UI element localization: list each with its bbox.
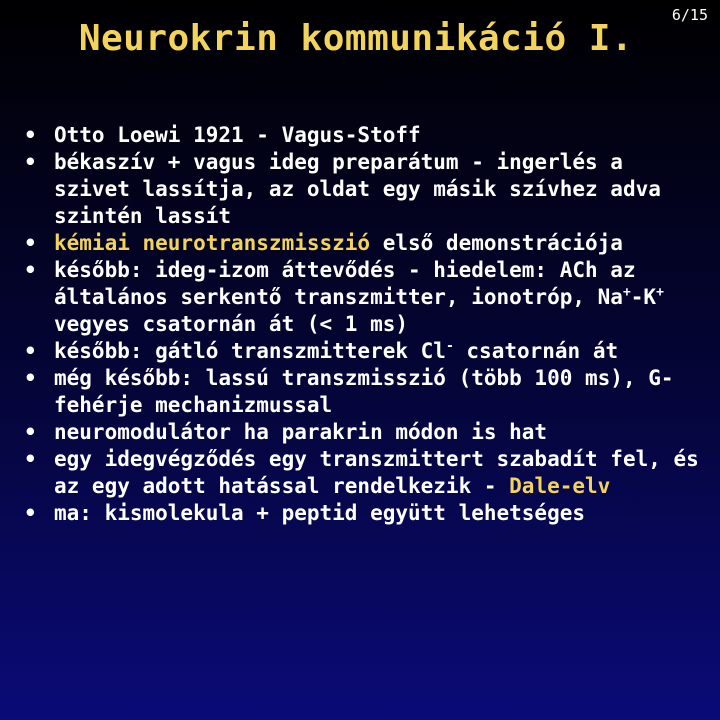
bullet-text: békaszív + vagus ideg preparátum - ingerlés a szivet lassítja, az oldat egy másik szívhez adva szintén lassít xyxy=(54,150,661,228)
bullet-text: egy idegvégződés egy transzmittert szabadít fel, és az egy adott hatással rendelkezik - xyxy=(54,447,699,498)
bullet-text: vegyes csatornán át (< 1 ms) xyxy=(54,312,409,336)
bullet-dot-icon: • xyxy=(24,447,37,471)
bullet-item xyxy=(24,149,704,230)
bullet-item xyxy=(24,365,704,419)
bullet-text: később: ideg-izom áttevődés - hiedelem: ACh az általános serkentő transzmitter, ionotróp, Na xyxy=(54,258,636,309)
bullet-item xyxy=(24,500,704,527)
bullet-text: első demonstrációja xyxy=(370,231,623,255)
bullet-text: -K xyxy=(630,285,657,309)
bullet-dot-icon: • xyxy=(24,258,37,282)
bullet-dot-icon: • xyxy=(24,150,37,174)
bullet-item xyxy=(24,122,704,149)
bullet-dot-icon: • xyxy=(24,366,37,390)
bullet-text: neuromodulátor ha parakrin módon is hat xyxy=(54,420,548,444)
bullet-item xyxy=(24,257,704,338)
bullet-list xyxy=(24,122,704,527)
bullet-dot-icon: • xyxy=(24,420,37,444)
bullet-dot-icon: • xyxy=(24,231,37,255)
bullet-item xyxy=(24,338,704,365)
page-number: 6/15 xyxy=(671,6,708,24)
bullet-text: ma: kismolekula + peptid együtt lehetséges xyxy=(54,501,586,525)
superscript-text: + xyxy=(622,285,631,300)
bullet-text: Otto Loewi 1921 - Vagus-Stoff xyxy=(54,123,421,147)
bullet-text: még később: lassú transzmisszió (több 100 ms), G-fehérje mechanizmussal xyxy=(54,366,674,417)
bullet-item xyxy=(24,446,704,500)
bullet-text: Dale-elv xyxy=(509,474,611,498)
bullet-text: kémiai neurotranszmisszió xyxy=(54,231,371,255)
superscript-text: - xyxy=(445,339,454,354)
superscript-text: + xyxy=(656,285,664,300)
bullet-dot-icon: • xyxy=(24,123,37,147)
bullet-text: csatornán át xyxy=(453,339,619,363)
bullet-text: később: gátló transzmitterek Cl xyxy=(54,339,446,363)
slide-title: Neurokrin kommunikáció I. xyxy=(78,18,634,59)
bullet-item xyxy=(24,419,704,446)
bullet-dot-icon: • xyxy=(24,339,37,363)
bullet-dot-icon: • xyxy=(24,501,37,525)
bullet-item xyxy=(24,230,704,257)
